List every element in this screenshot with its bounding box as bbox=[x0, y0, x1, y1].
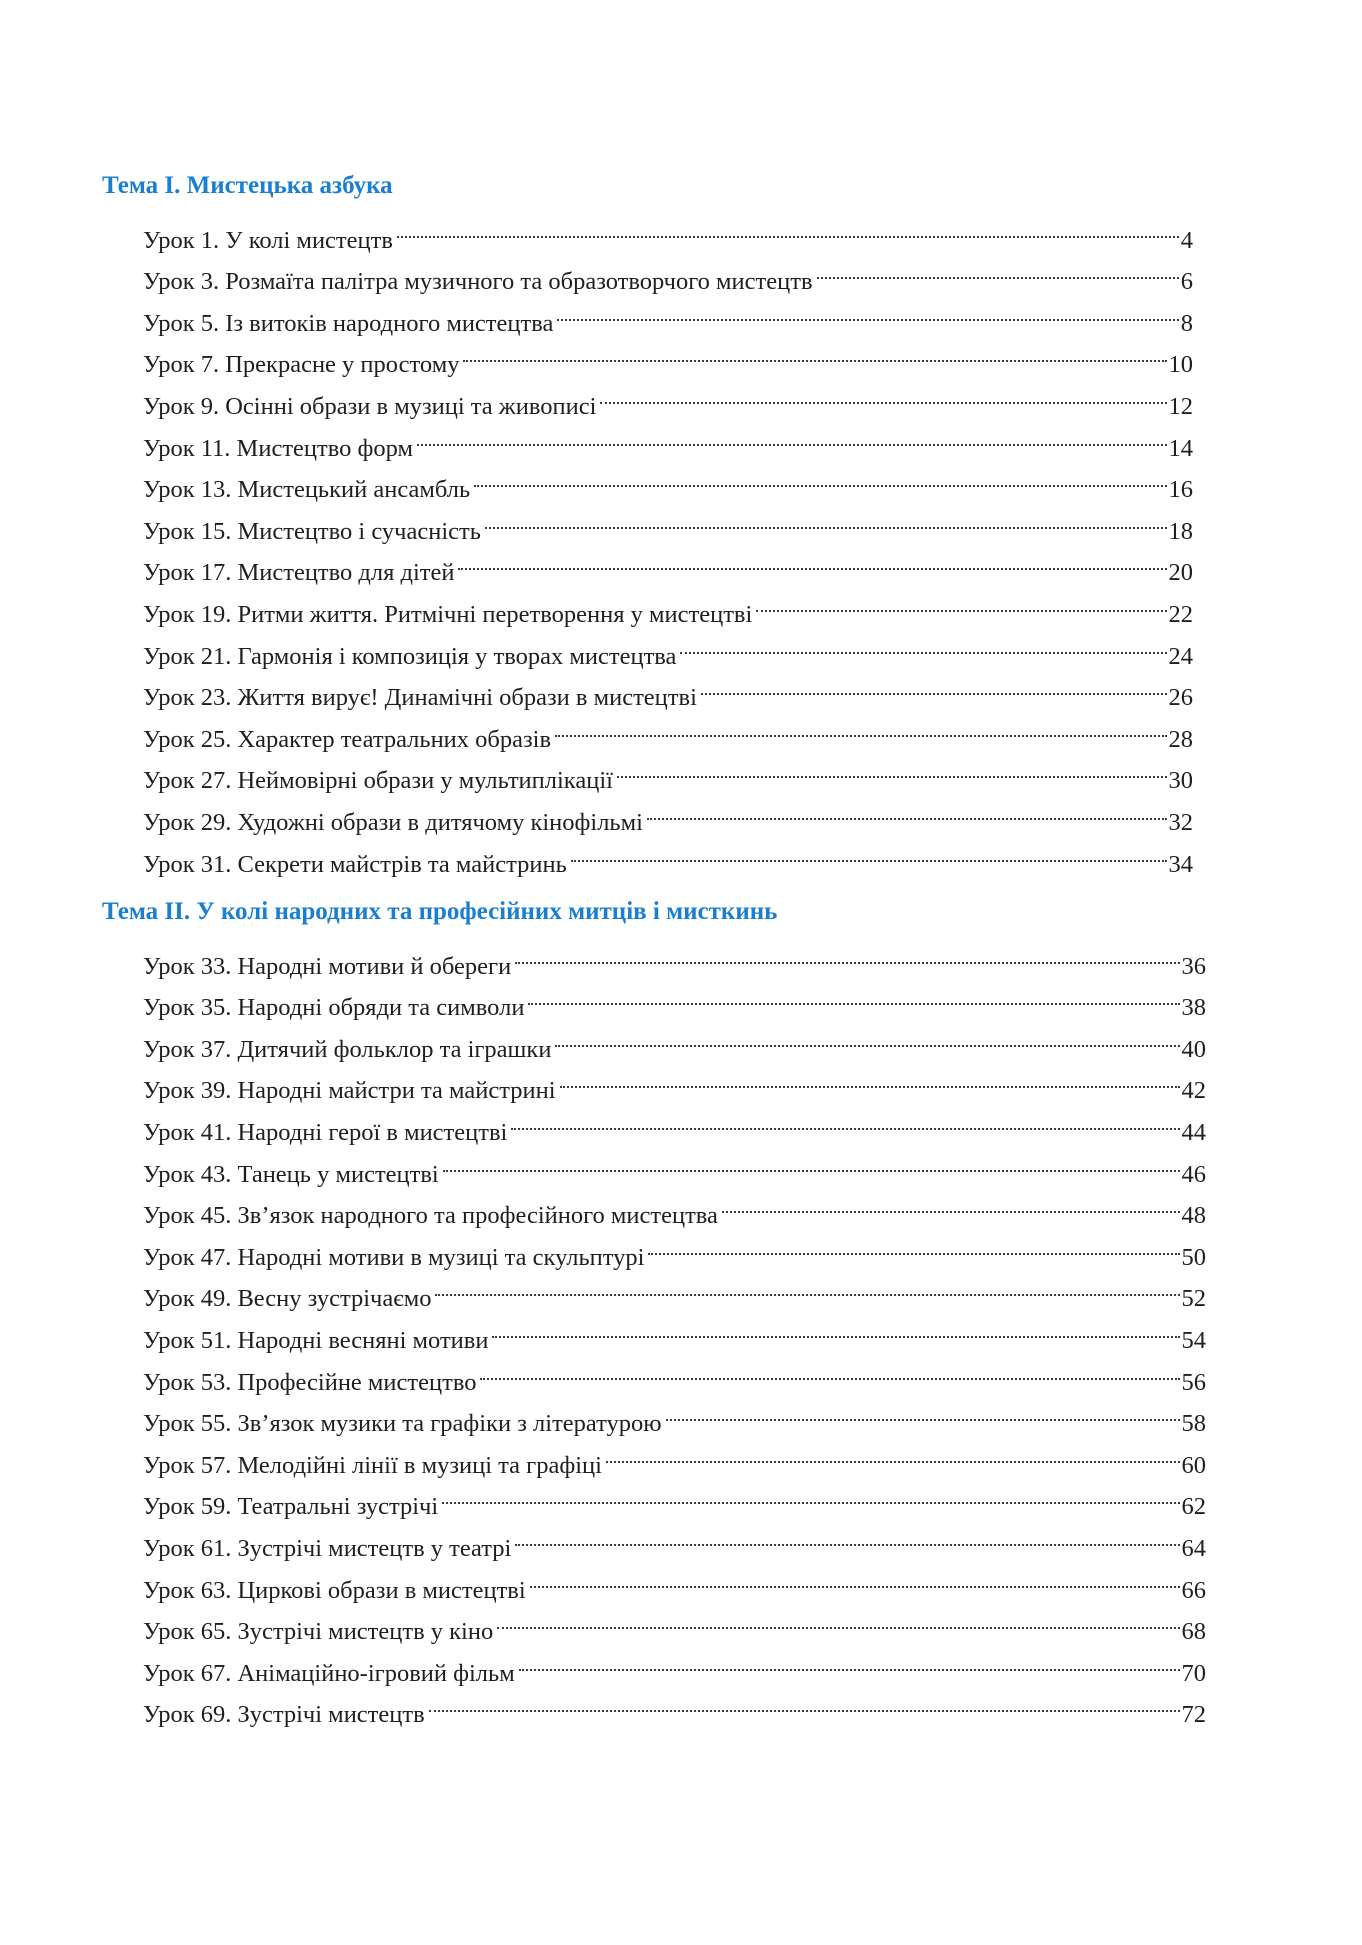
dot-leader bbox=[555, 1015, 1179, 1057]
dot-leader bbox=[647, 788, 1167, 830]
dot-leader bbox=[701, 664, 1167, 706]
toc-entry[interactable] bbox=[143, 932, 1206, 980]
page-number: 64 bbox=[1181, 1534, 1206, 1562]
dot-leader bbox=[560, 1057, 1180, 1099]
lesson-title: Урок 53. Професійне мистецтво bbox=[143, 1368, 477, 1396]
page-number: 24 bbox=[1168, 642, 1193, 670]
dot-leader bbox=[617, 747, 1167, 789]
page-number: 34 bbox=[1168, 850, 1193, 878]
page-number: 56 bbox=[1181, 1368, 1206, 1396]
lesson-title: Урок 9. Осінні образи в музиці та живописі bbox=[143, 392, 597, 420]
lesson-title: Урок 19. Ритми життя. Ритмічні перетворення у мистецтві bbox=[143, 600, 753, 628]
dot-leader bbox=[530, 1556, 1180, 1598]
lesson-title: Урок 41. Народні герої в мистецтві bbox=[143, 1118, 508, 1146]
lesson-title: Урок 35. Народні обряди та символи bbox=[143, 994, 525, 1022]
dot-leader bbox=[571, 830, 1167, 872]
page-number: 50 bbox=[1181, 1243, 1206, 1271]
page-number: 54 bbox=[1181, 1326, 1206, 1354]
lesson-title: Урок 13. Мистецький ансамбль bbox=[143, 476, 471, 504]
page-number: 28 bbox=[1168, 725, 1193, 753]
page-number: 42 bbox=[1181, 1077, 1206, 1105]
dot-leader bbox=[435, 1265, 1179, 1307]
page-number: 20 bbox=[1168, 559, 1193, 587]
lesson-title: Урок 39. Народні майстри та майстрині bbox=[143, 1077, 556, 1105]
page-number: 22 bbox=[1168, 600, 1193, 628]
lesson-title: Урок 43. Танець у мистецтві bbox=[143, 1160, 439, 1188]
lesson-title: Урок 1. У колі мистецтв bbox=[143, 226, 393, 254]
page-number: 14 bbox=[1168, 434, 1193, 462]
lesson-title: Урок 21. Гармонія і композиція у творах мистецтва bbox=[143, 642, 677, 670]
page-number: 16 bbox=[1168, 476, 1193, 504]
page-number: 60 bbox=[1181, 1451, 1206, 1479]
lesson-title: Урок 57. Мелодійні лінії в музиці та графіці bbox=[143, 1451, 602, 1479]
lesson-title: Урок 29. Художні образи в дитячому кінофільмі bbox=[143, 808, 643, 836]
dot-leader bbox=[485, 497, 1167, 539]
page-number: 68 bbox=[1181, 1618, 1206, 1646]
topic-section-2 bbox=[0, 892, 1362, 1729]
page-number: 58 bbox=[1181, 1410, 1206, 1438]
dot-leader bbox=[756, 580, 1166, 622]
dot-leader bbox=[722, 1182, 1180, 1224]
topic-heading-1: Тема І. Мистецька азбука bbox=[102, 172, 393, 199]
dot-leader bbox=[463, 331, 1166, 373]
dot-leader bbox=[519, 1639, 1180, 1681]
lesson-title: Урок 31. Секрети майстрів та майстринь bbox=[143, 850, 567, 878]
dot-leader bbox=[666, 1390, 1180, 1432]
lesson-title: Урок 49. Весну зустрічаємо bbox=[143, 1285, 432, 1313]
lesson-title: Урок 27. Неймовірні образи у мультиплікації bbox=[143, 767, 613, 795]
lesson-title: Урок 25. Характер театральних образів bbox=[143, 725, 552, 753]
lesson-title: Урок 3. Розмаїта палітра музичного та образотворчого мистецтв bbox=[143, 268, 813, 296]
dot-leader bbox=[515, 932, 1179, 974]
lesson-title: Урок 33. Народні мотиви й обереги bbox=[143, 952, 512, 980]
dot-leader bbox=[443, 1140, 1180, 1182]
page-number: 40 bbox=[1181, 1035, 1206, 1063]
lesson-title: Урок 17. Мистецтво для дітей bbox=[143, 559, 455, 587]
page-number: 36 bbox=[1181, 952, 1206, 980]
dot-leader bbox=[557, 289, 1178, 331]
dot-leader bbox=[555, 705, 1166, 747]
dot-leader bbox=[474, 456, 1166, 498]
page-number: 30 bbox=[1168, 767, 1193, 795]
lesson-title: Урок 67. Анімаційно-ігровий фільм bbox=[143, 1659, 515, 1687]
page-number: 48 bbox=[1181, 1202, 1206, 1230]
dot-leader bbox=[429, 1681, 1180, 1723]
page-number: 6 bbox=[1180, 268, 1193, 296]
lesson-title: Урок 55. Зв’язок музики та графіки з літературою bbox=[143, 1410, 662, 1438]
dot-leader bbox=[417, 414, 1166, 456]
page-number: 66 bbox=[1181, 1576, 1206, 1604]
page-number: 18 bbox=[1168, 517, 1193, 545]
toc-entry[interactable] bbox=[143, 206, 1193, 254]
lesson-title: Урок 51. Народні весняні мотиви bbox=[143, 1326, 489, 1354]
page-number: 12 bbox=[1168, 392, 1193, 420]
page-number: 52 bbox=[1181, 1285, 1206, 1313]
dot-leader bbox=[397, 206, 1179, 248]
lesson-list-2 bbox=[143, 932, 1206, 1729]
page-number: 4 bbox=[1180, 226, 1193, 254]
dot-leader bbox=[515, 1514, 1179, 1556]
dot-leader bbox=[817, 248, 1179, 290]
page-number: 8 bbox=[1180, 309, 1193, 337]
page-number: 26 bbox=[1168, 684, 1193, 712]
dot-leader bbox=[492, 1306, 1179, 1348]
lesson-title: Урок 23. Життя вирує! Динамічні образи в мистецтві bbox=[143, 684, 697, 712]
dot-leader bbox=[511, 1098, 1179, 1140]
lesson-title: Урок 45. Зв’язок народного та професійного мистецтва bbox=[143, 1202, 718, 1230]
dot-leader bbox=[680, 622, 1166, 664]
dot-leader bbox=[442, 1473, 1179, 1515]
dot-leader bbox=[497, 1598, 1179, 1640]
dot-leader bbox=[458, 539, 1166, 581]
lesson-title: Урок 69. Зустрічі мистецтв bbox=[143, 1701, 425, 1729]
dot-leader bbox=[480, 1348, 1179, 1390]
page-number: 46 bbox=[1181, 1160, 1206, 1188]
page-number: 38 bbox=[1181, 994, 1206, 1022]
dot-leader bbox=[648, 1223, 1179, 1265]
lesson-title: Урок 59. Театральні зустрічі bbox=[143, 1493, 439, 1521]
topic-heading-2: Тема ІІ. У колі народних та професійних митців і мисткинь bbox=[102, 898, 778, 925]
lesson-title: Урок 63. Циркові образи в мистецтві bbox=[143, 1576, 526, 1604]
page-number: 32 bbox=[1168, 808, 1193, 836]
dot-leader bbox=[528, 974, 1179, 1016]
lesson-title: Урок 65. Зустрічі мистецтв у кіно bbox=[143, 1618, 494, 1646]
lesson-title: Урок 15. Мистецтво і сучасність bbox=[143, 517, 481, 545]
page-number: 62 bbox=[1181, 1493, 1206, 1521]
lesson-list-1 bbox=[143, 206, 1193, 878]
lesson-title: Урок 37. Дитячий фольклор та іграшки bbox=[143, 1035, 552, 1063]
lesson-title: Урок 47. Народні мотиви в музиці та скульптурі bbox=[143, 1243, 645, 1271]
page-number: 44 bbox=[1181, 1118, 1206, 1146]
page-number: 72 bbox=[1181, 1701, 1206, 1729]
dot-leader bbox=[606, 1431, 1180, 1473]
topic-section-1 bbox=[0, 166, 1362, 878]
dot-leader bbox=[600, 372, 1166, 414]
page-number: 10 bbox=[1168, 351, 1193, 379]
lesson-title: Урок 7. Прекрасне у простому bbox=[143, 351, 460, 379]
lesson-title: Урок 5. Із витоків народного мистецтва bbox=[143, 309, 554, 337]
lesson-title: Урок 61. Зустрічі мистецтв у театрі bbox=[143, 1534, 512, 1562]
page-number: 70 bbox=[1181, 1659, 1206, 1687]
lesson-title: Урок 11. Мистецтво форм bbox=[143, 434, 414, 462]
